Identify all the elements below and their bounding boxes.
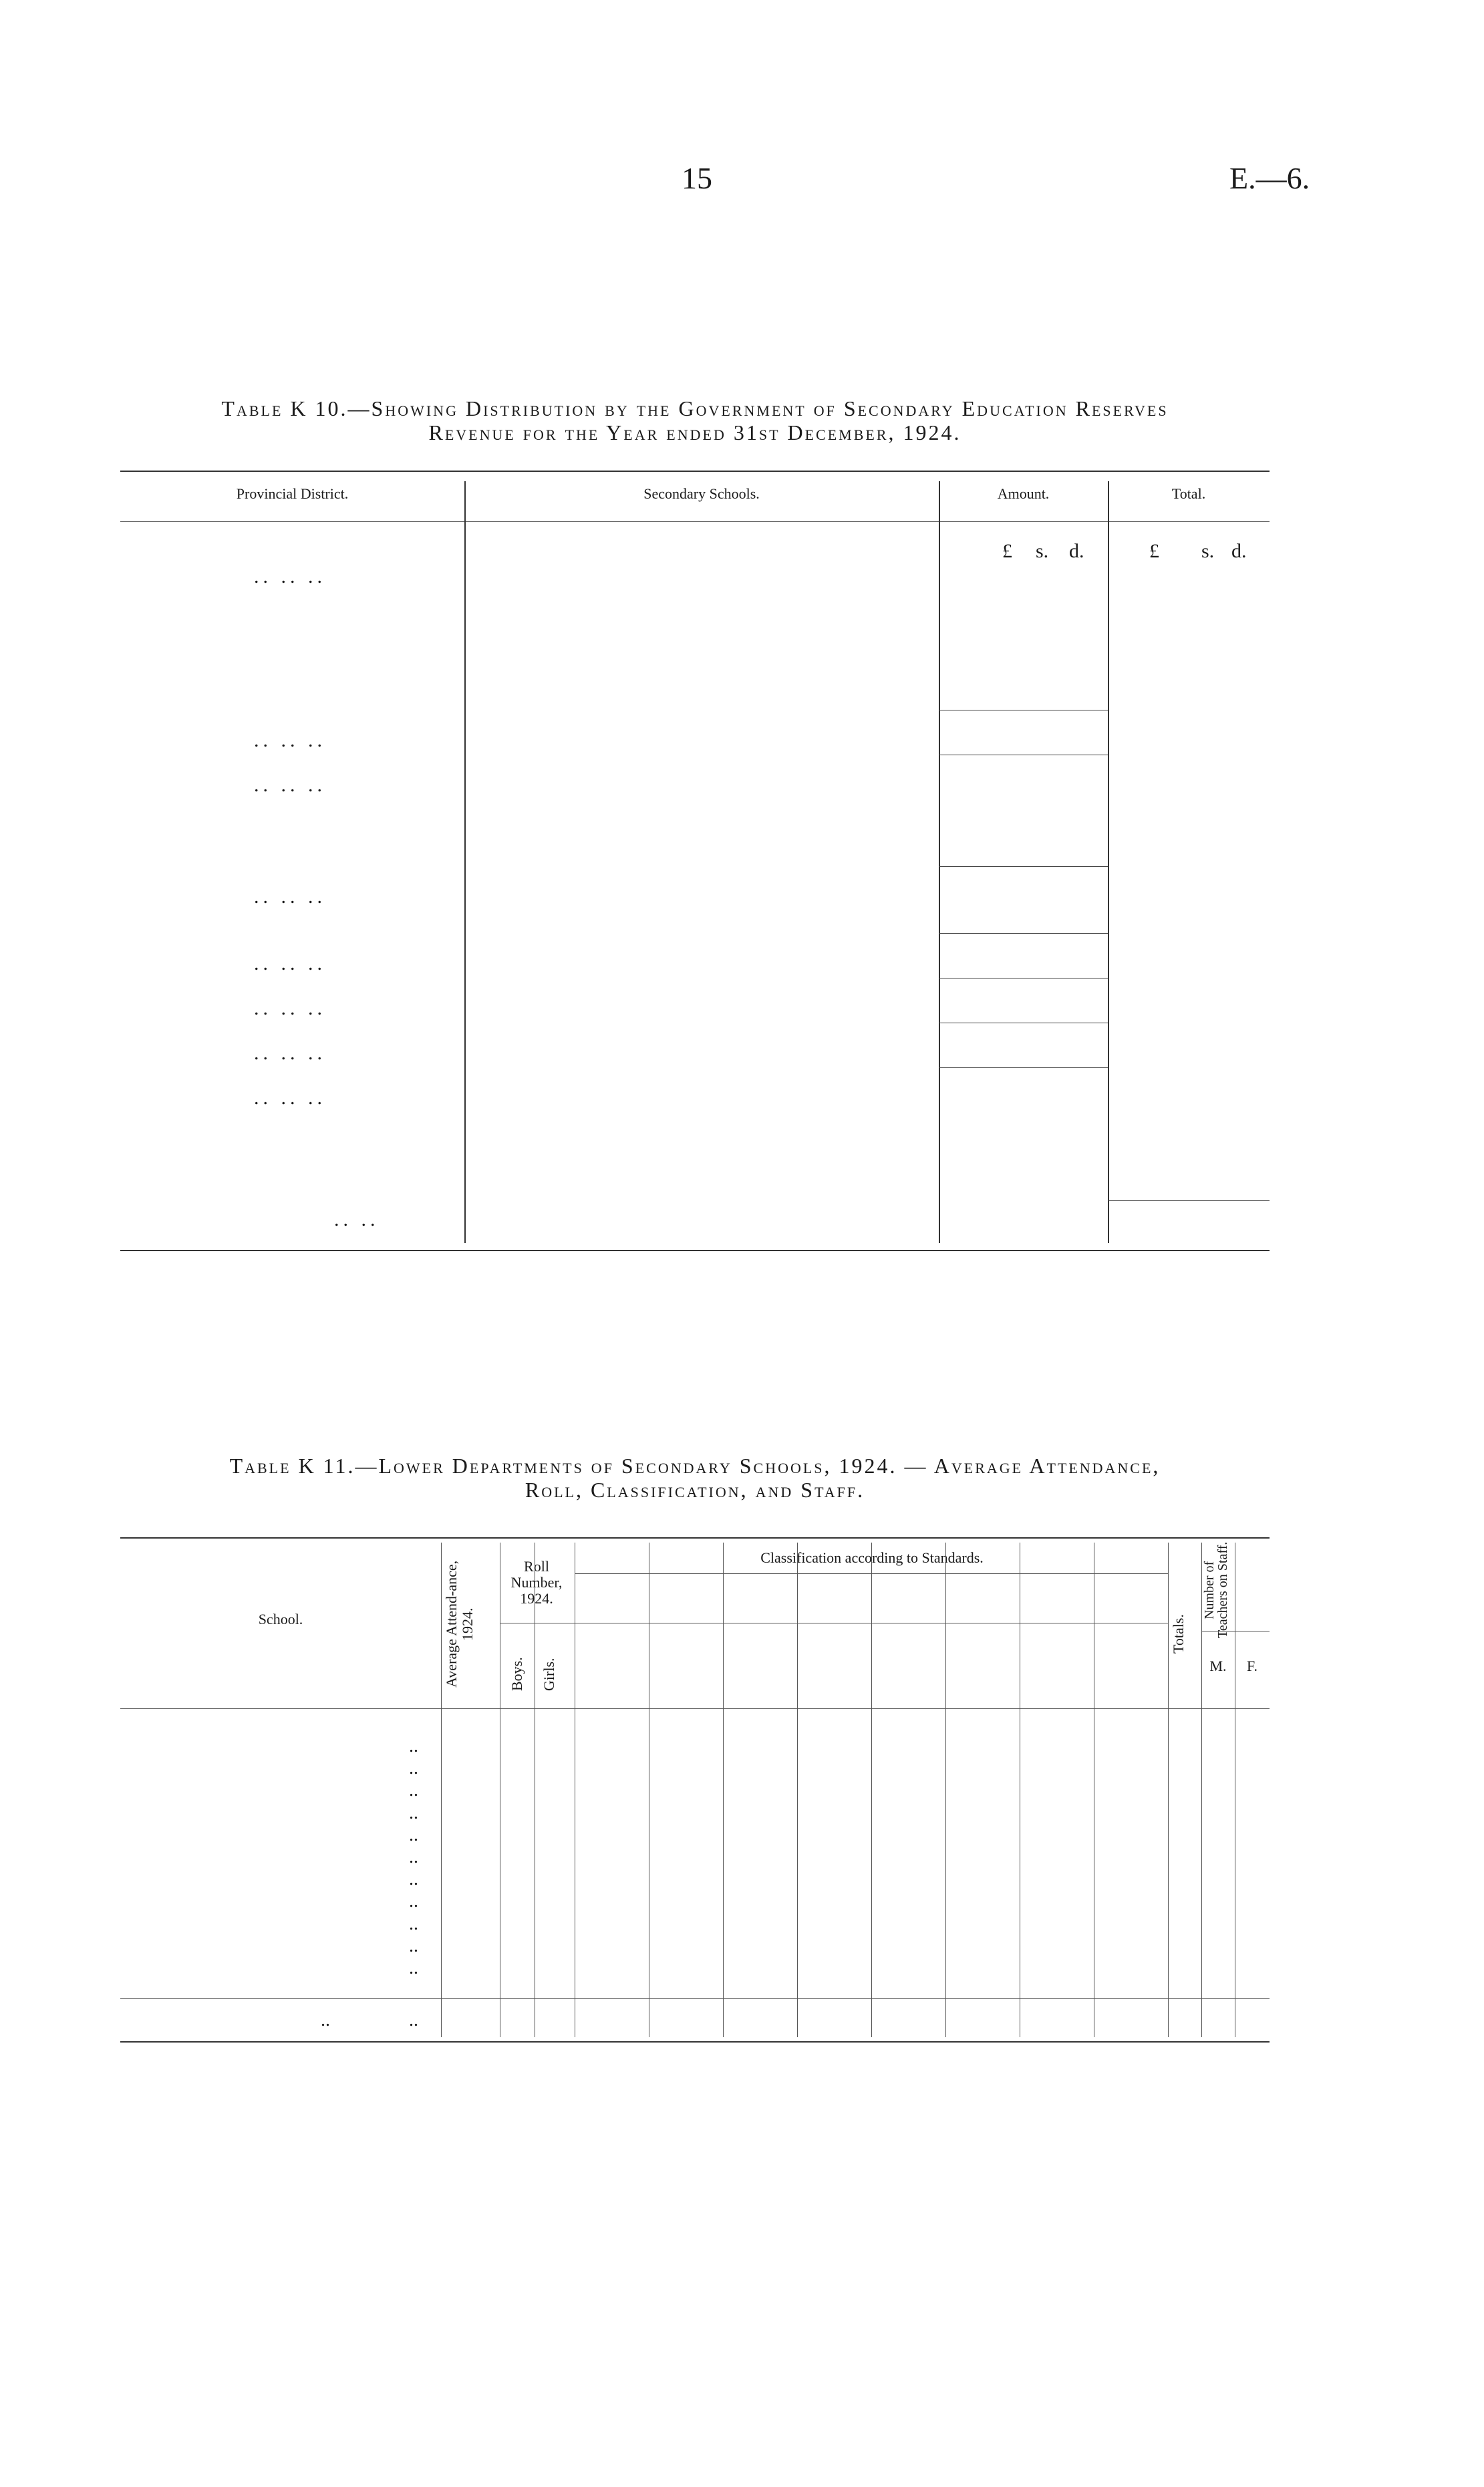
group-separator (939, 866, 1108, 867)
column-divider (441, 1543, 442, 2037)
k10-header-schools: Secondary Schools. (643, 485, 760, 502)
column-divider (723, 1543, 724, 2037)
currency-pounds: £ (1149, 540, 1159, 562)
header-separator (575, 1573, 1168, 1574)
currency-shillings: s. (1036, 540, 1049, 562)
leader-dots: .. .. .. (254, 886, 326, 908)
leader-dots: .. (409, 1958, 418, 1978)
leader-dots: .. (409, 1913, 418, 1934)
leader-dots: .. .. .. (254, 774, 326, 796)
leader-dots: .. (409, 1847, 418, 1867)
k11-header-totals: Totals. (1170, 1614, 1187, 1654)
leader-dots: .. (409, 1802, 418, 1823)
currency-pounds: £ (1002, 540, 1012, 562)
k10-header-district: Provincial District. (236, 485, 349, 502)
leader-dots: .. .. (334, 1208, 380, 1230)
column-divider (1168, 1543, 1169, 2037)
column-divider (871, 1543, 872, 2037)
rule (120, 471, 1270, 472)
group-separator (939, 1067, 1108, 1068)
column-divider (939, 481, 940, 1243)
rule (120, 1250, 1270, 1251)
leader-dots: .. (409, 1758, 418, 1779)
rule (120, 1537, 1270, 1539)
leader-dots: .. .. .. (254, 1042, 326, 1064)
k10-header-total: Total. (1171, 485, 1206, 502)
k11-header-classification: Classification according to Standards. (760, 1549, 984, 1566)
table-k11-subtitle: Roll, Classification, and Staff. (525, 1478, 865, 1502)
column-divider (1108, 481, 1109, 1243)
k11-header-male: M. (1209, 1658, 1227, 1674)
leader-dots: .. (409, 1824, 418, 1845)
k11-header-female: F. (1247, 1658, 1257, 1674)
leader-dots: .. (409, 1869, 418, 1890)
total-separator (1108, 1200, 1270, 1201)
k11-header-boys: Boys. (508, 1657, 525, 1692)
leader-dots: .. (409, 1780, 418, 1801)
rule (120, 2041, 1270, 2043)
k10-header-amount: Amount. (997, 485, 1050, 502)
leader-dots: .. .. .. (254, 997, 326, 1019)
leader-dots: .. (321, 2010, 330, 2031)
leader-dots: .. (409, 1736, 418, 1756)
column-divider (945, 1543, 946, 2037)
leader-dots: .. .. .. (254, 729, 326, 751)
k11-header-teachers: Number of Teachers on Staff. (1202, 1541, 1230, 1639)
k11-header-girls: Girls. (541, 1658, 557, 1691)
rule (120, 521, 1270, 522)
k11-header-avg-attendance: Average Attend-ance, 1924. (443, 1560, 476, 1688)
leader-dots: .. (409, 1935, 418, 1956)
table-k10-subtitle: Revenue for the Year ended 31st December, 1924. (428, 420, 961, 444)
currency-shillings: s. (1201, 540, 1215, 562)
k11-header-school: School. (258, 1611, 303, 1627)
leader-dots: .. .. .. (254, 565, 326, 587)
column-divider (464, 481, 466, 1243)
page-number: 15 (682, 161, 712, 195)
column-divider (797, 1543, 798, 2037)
rule (120, 1708, 1270, 1709)
column-divider (1201, 1543, 1202, 2037)
table-k10-title: Table K 10.—Showing Distribution by the Government of Secondary Education Reserves (221, 396, 1169, 420)
leader-dots: .. (409, 1891, 418, 1912)
rule (120, 1998, 1270, 1999)
k11-header-roll: Roll Number, 1924. (510, 1558, 563, 1607)
leader-dots: .. (409, 2010, 418, 2031)
leader-dots: .. .. .. (254, 1087, 326, 1109)
currency-pence: d. (1231, 540, 1247, 562)
page-reference: E.—6. (1229, 161, 1310, 195)
group-separator (939, 933, 1108, 934)
leader-dots: .. .. .. (254, 952, 326, 974)
currency-pence: d. (1069, 540, 1084, 562)
table-k11-title: Table K 11.—Lower Departments of Secondary Schools, 1924. — Average Attendance, (229, 1454, 1161, 1478)
